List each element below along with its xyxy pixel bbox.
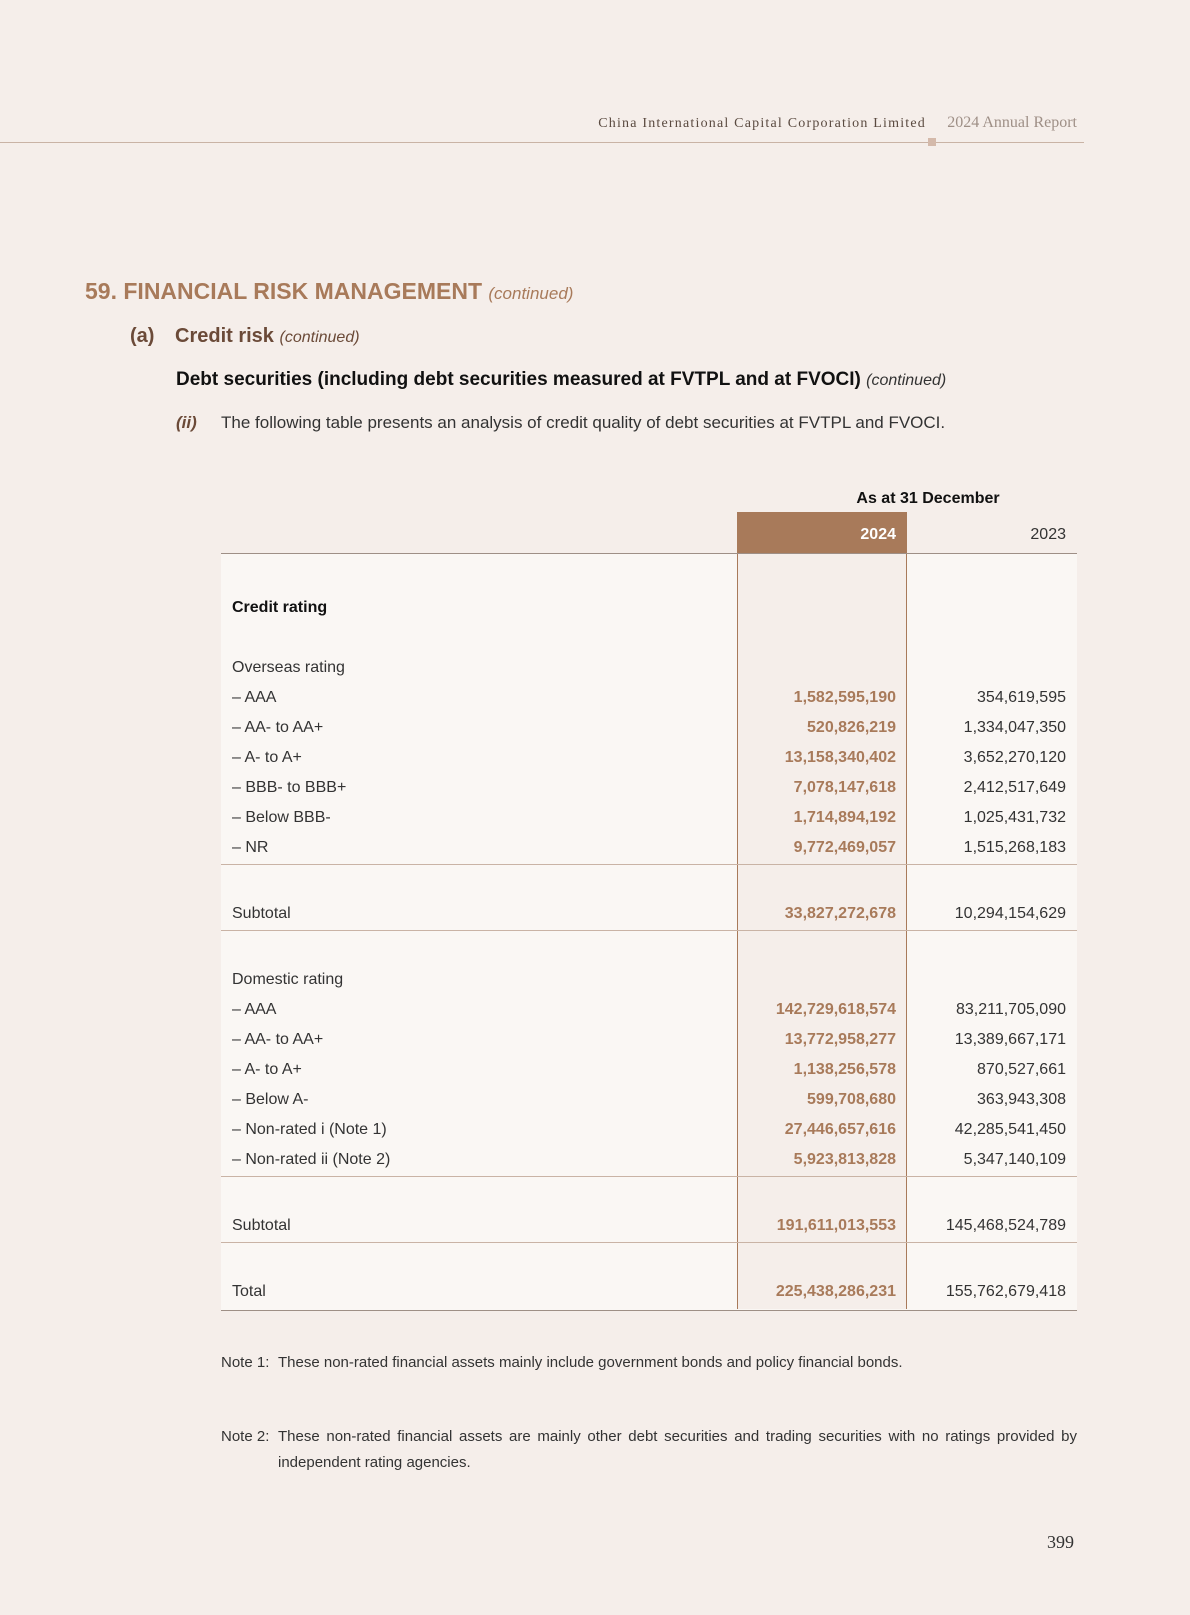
table-row xyxy=(221,774,1077,804)
row-label: – BBB- to BBB+ xyxy=(232,779,347,796)
value-2023: 5,347,140,109 xyxy=(963,1151,1066,1168)
row-label: – A- to A+ xyxy=(232,1061,302,1078)
value-2024: 599,708,680 xyxy=(807,1091,896,1108)
table-row xyxy=(221,804,1077,834)
value-2023: 83,211,705,090 xyxy=(955,1001,1066,1018)
value-2023: 10,294,154,629 xyxy=(954,905,1066,922)
subsection-mark: (a) xyxy=(130,325,155,347)
note-text: These non-rated financial assets mainly include government bonds and policy financial bonds. xyxy=(278,1354,903,1371)
total-row xyxy=(221,1278,1077,1308)
section-title-text: FINANCIAL RISK MANAGEMENT xyxy=(123,278,482,304)
overseas-subtotal-row xyxy=(221,900,1077,930)
note-2 xyxy=(221,1424,1077,1476)
debt-heading xyxy=(176,369,946,391)
note-1 xyxy=(221,1350,1077,1376)
intro-text: The following table presents an analysis of credit quality of debt securities at FVTPL and FVOCI. xyxy=(221,413,946,432)
row-label: – NR xyxy=(232,839,269,856)
value-2023: 145,468,524,789 xyxy=(945,1217,1066,1234)
row-divider xyxy=(221,930,1077,931)
intro-paragraph xyxy=(176,413,945,433)
value-2024: 13,772,958,277 xyxy=(784,1031,896,1048)
table-row xyxy=(221,714,1077,744)
table-row xyxy=(221,1026,1077,1056)
value-2024: 1,714,894,192 xyxy=(793,809,896,826)
section-title xyxy=(85,278,573,305)
intro-number: (ii) xyxy=(176,413,197,432)
value-2023: 363,943,308 xyxy=(977,1091,1066,1108)
table-row xyxy=(221,1086,1077,1116)
value-2023: 870,527,661 xyxy=(977,1061,1066,1078)
row-label: – AAA xyxy=(232,1001,277,1018)
row-label: – AA- to AA+ xyxy=(232,1031,324,1048)
row-label: – AAA xyxy=(232,689,277,706)
value-2024: 520,826,219 xyxy=(807,719,896,736)
value-2023: 3,652,270,120 xyxy=(963,749,1066,766)
value-2023: 2,412,517,649 xyxy=(963,779,1066,796)
value-2024: 1,582,595,190 xyxy=(793,689,896,706)
as-at-heading: As at 31 December xyxy=(856,490,1000,507)
value-2024: 7,078,147,618 xyxy=(793,779,896,796)
value-2023: 42,285,541,450 xyxy=(954,1121,1066,1138)
value-2023: 1,334,047,350 xyxy=(963,719,1066,736)
value-2024: 225,438,286,231 xyxy=(775,1283,896,1300)
value-2024: 191,611,013,553 xyxy=(776,1217,896,1234)
column-header-2024: 2024 xyxy=(737,512,907,553)
value-2024: 27,446,657,616 xyxy=(784,1121,896,1138)
value-2024: 9,772,469,057 xyxy=(793,839,896,856)
page-number: 399 xyxy=(1047,1532,1074,1552)
page-header xyxy=(0,112,1084,143)
table-row xyxy=(221,834,1077,864)
overseas-heading-row xyxy=(221,654,1077,684)
value-2023: 13,389,667,171 xyxy=(954,1031,1066,1048)
row-label: Domestic rating xyxy=(232,971,344,988)
subsection-title xyxy=(130,325,360,348)
credit-rating-heading-row xyxy=(221,594,1077,624)
domestic-heading-row xyxy=(221,966,1077,996)
table-row xyxy=(221,684,1077,714)
debt-heading-text: Debt securities (including debt securities measured at FVTPL and at FVOCI) xyxy=(176,369,861,390)
row-label: Subtotal xyxy=(232,905,291,922)
domestic-subtotal-row xyxy=(221,1212,1077,1242)
row-label: Subtotal xyxy=(232,1217,291,1234)
row-label: – Below A- xyxy=(232,1091,309,1108)
subsection-continued: (continued) xyxy=(279,329,360,346)
table-row xyxy=(221,1056,1077,1086)
table-row xyxy=(221,744,1077,774)
section-number: 59. xyxy=(85,278,117,304)
header-marker xyxy=(928,138,936,146)
note-text: These non-rated financial assets are mainly other debt securities and trading securities with no ratings provided by independent rating agencies. xyxy=(278,1428,1077,1471)
section-continued: (continued) xyxy=(488,284,574,303)
table-row xyxy=(221,1146,1077,1176)
row-label: – Below BBB- xyxy=(232,809,331,826)
table-row xyxy=(221,996,1077,1026)
table-row xyxy=(221,1116,1077,1146)
row-label: Total xyxy=(232,1283,266,1300)
row-label: Overseas rating xyxy=(232,659,345,676)
value-2023: 155,762,679,418 xyxy=(945,1283,1066,1300)
value-2024: 33,827,272,678 xyxy=(784,905,896,922)
header-report-title: 2024 Annual Report xyxy=(947,114,1077,131)
value-2023: 354,619,595 xyxy=(977,689,1066,706)
value-2023: 1,025,431,732 xyxy=(963,809,1066,826)
subsection-title-text: Credit risk xyxy=(175,325,274,347)
row-label: – A- to A+ xyxy=(232,749,302,766)
note-tag: Note 1: xyxy=(221,1354,270,1371)
row-label: – Non-rated i (Note 1) xyxy=(232,1121,387,1138)
row-divider xyxy=(221,1176,1077,1177)
value-2023: 1,515,268,183 xyxy=(963,839,1066,856)
note-tag: Note 2: xyxy=(221,1428,270,1445)
table-body xyxy=(221,553,1077,1311)
row-label: – Non-rated ii (Note 2) xyxy=(232,1151,391,1168)
header-company: China International Capital Corporation Limited xyxy=(598,116,926,131)
row-divider xyxy=(221,864,1077,865)
row-divider xyxy=(221,1242,1077,1243)
value-2024: 5,923,813,828 xyxy=(793,1151,896,1168)
value-2024: 142,729,618,574 xyxy=(775,1001,896,1018)
row-label: – AA- to AA+ xyxy=(232,719,324,736)
row-label: Credit rating xyxy=(232,599,328,616)
column-header-2023: 2023 xyxy=(1030,526,1066,543)
debt-heading-continued: (continued) xyxy=(866,372,947,389)
value-2024: 1,138,256,578 xyxy=(793,1061,896,1078)
value-2024: 13,158,340,402 xyxy=(784,749,896,766)
